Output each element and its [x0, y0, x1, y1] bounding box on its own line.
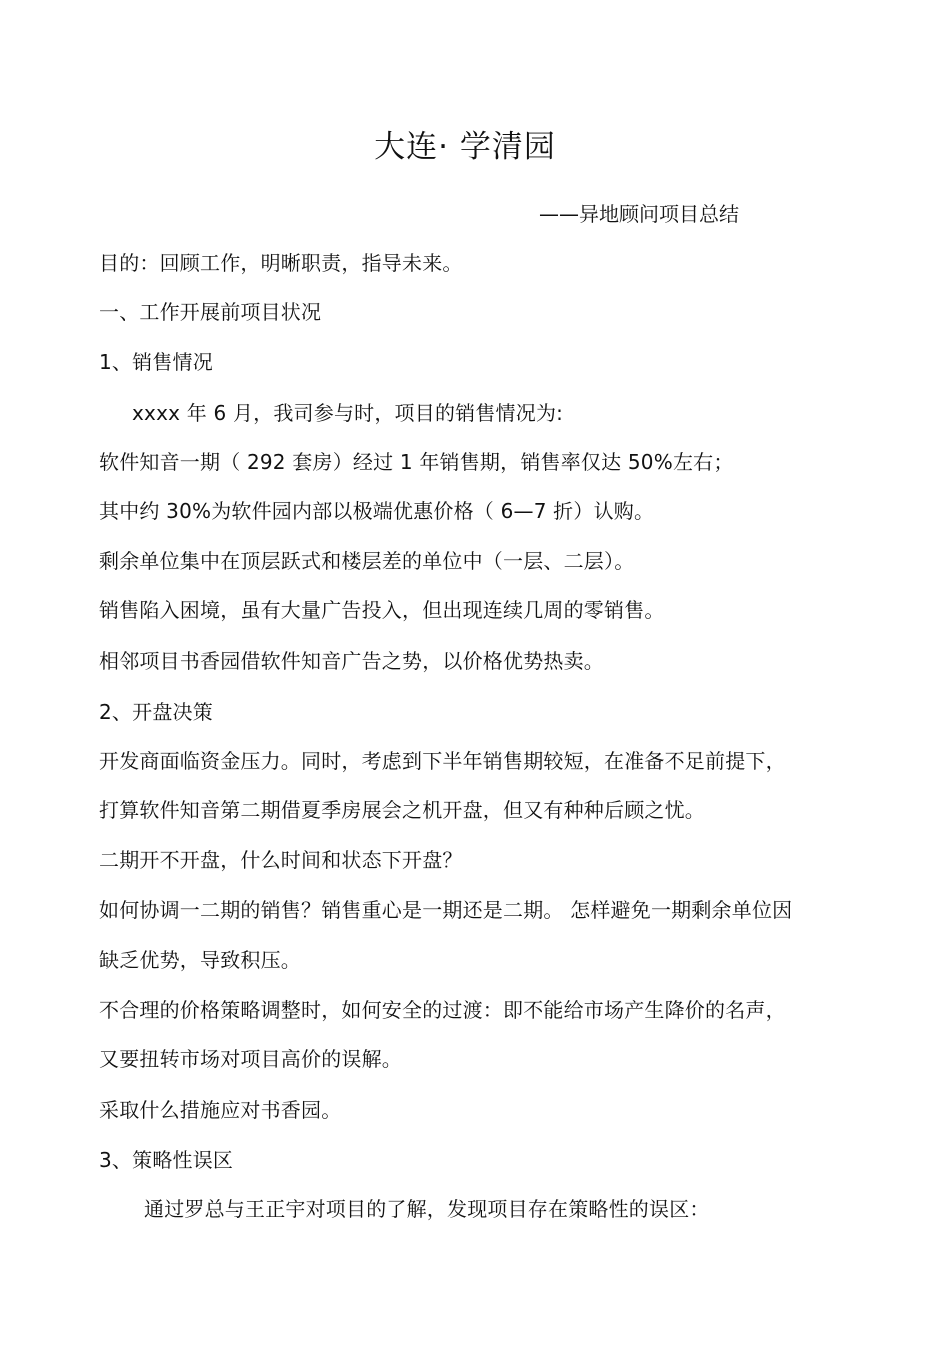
- paragraph-line: 如何协调一二期的销售？销售重心是一期还是二期。 怎样避免一期剩余单位因: [99, 898, 793, 922]
- paragraph-line: 剩余单位集中在顶层跃式和楼层差的单位中（一层、二层）。: [99, 549, 635, 573]
- paragraph-line: 采取什么措施应对书香园。: [99, 1098, 342, 1122]
- document-title: 大连· 学清园: [374, 129, 556, 165]
- subsection-heading: 1、销售情况: [99, 350, 213, 374]
- paragraph-line: 相邻项目书香园借软件知音广告之势，以价格优势热卖。: [99, 649, 604, 673]
- paragraph-line: 打算软件知音第二期借夏季房展会之机开盘，但又有种种后顾之忧。: [99, 798, 705, 822]
- paragraph-line: 其中约 30%为软件园内部以极端优惠价格（ 6—7 折）认购。: [99, 499, 655, 523]
- paragraph-line: 缺乏优势，导致积压。: [99, 948, 301, 972]
- section-heading: 一、工作开展前项目状况: [99, 300, 322, 324]
- subsection-heading: 3、策略性误区: [99, 1148, 234, 1172]
- paragraph-line: 通过罗总与王正宇对项目的了解，发现项目存在策略性的误区：: [144, 1197, 710, 1221]
- paragraph-line: 销售陷入困境，虽有大量广告投入，但出现连续几周的零销售。: [99, 598, 665, 622]
- paragraph-line: 又要扭转市场对项目高价的误解。: [99, 1047, 402, 1071]
- purpose-line: 目的：回顾工作，明晰职责，指导未来。: [99, 251, 463, 275]
- subsection-heading: 2、开盘决策: [99, 700, 213, 724]
- paragraph-line: xxxx 年 6 月，我司参与时，项目的销售情况为:: [132, 401, 564, 425]
- document-subtitle: ——异地顾问项目总结: [539, 202, 739, 226]
- paragraph-line: 开发商面临资金压力。同时，考虑到下半年销售期较短，在准备不足前提下，: [99, 749, 786, 773]
- paragraph-line: 二期开不开盘，什么时间和状态下开盘？: [99, 848, 463, 872]
- paragraph-line: 不合理的价格策略调整时，如何安全的过渡：即不能给市场产生降价的名声，: [99, 998, 786, 1022]
- paragraph-line: 软件知音一期（ 292 套房）经过 1 年销售期，销售率仅达 50%左右；: [99, 450, 734, 474]
